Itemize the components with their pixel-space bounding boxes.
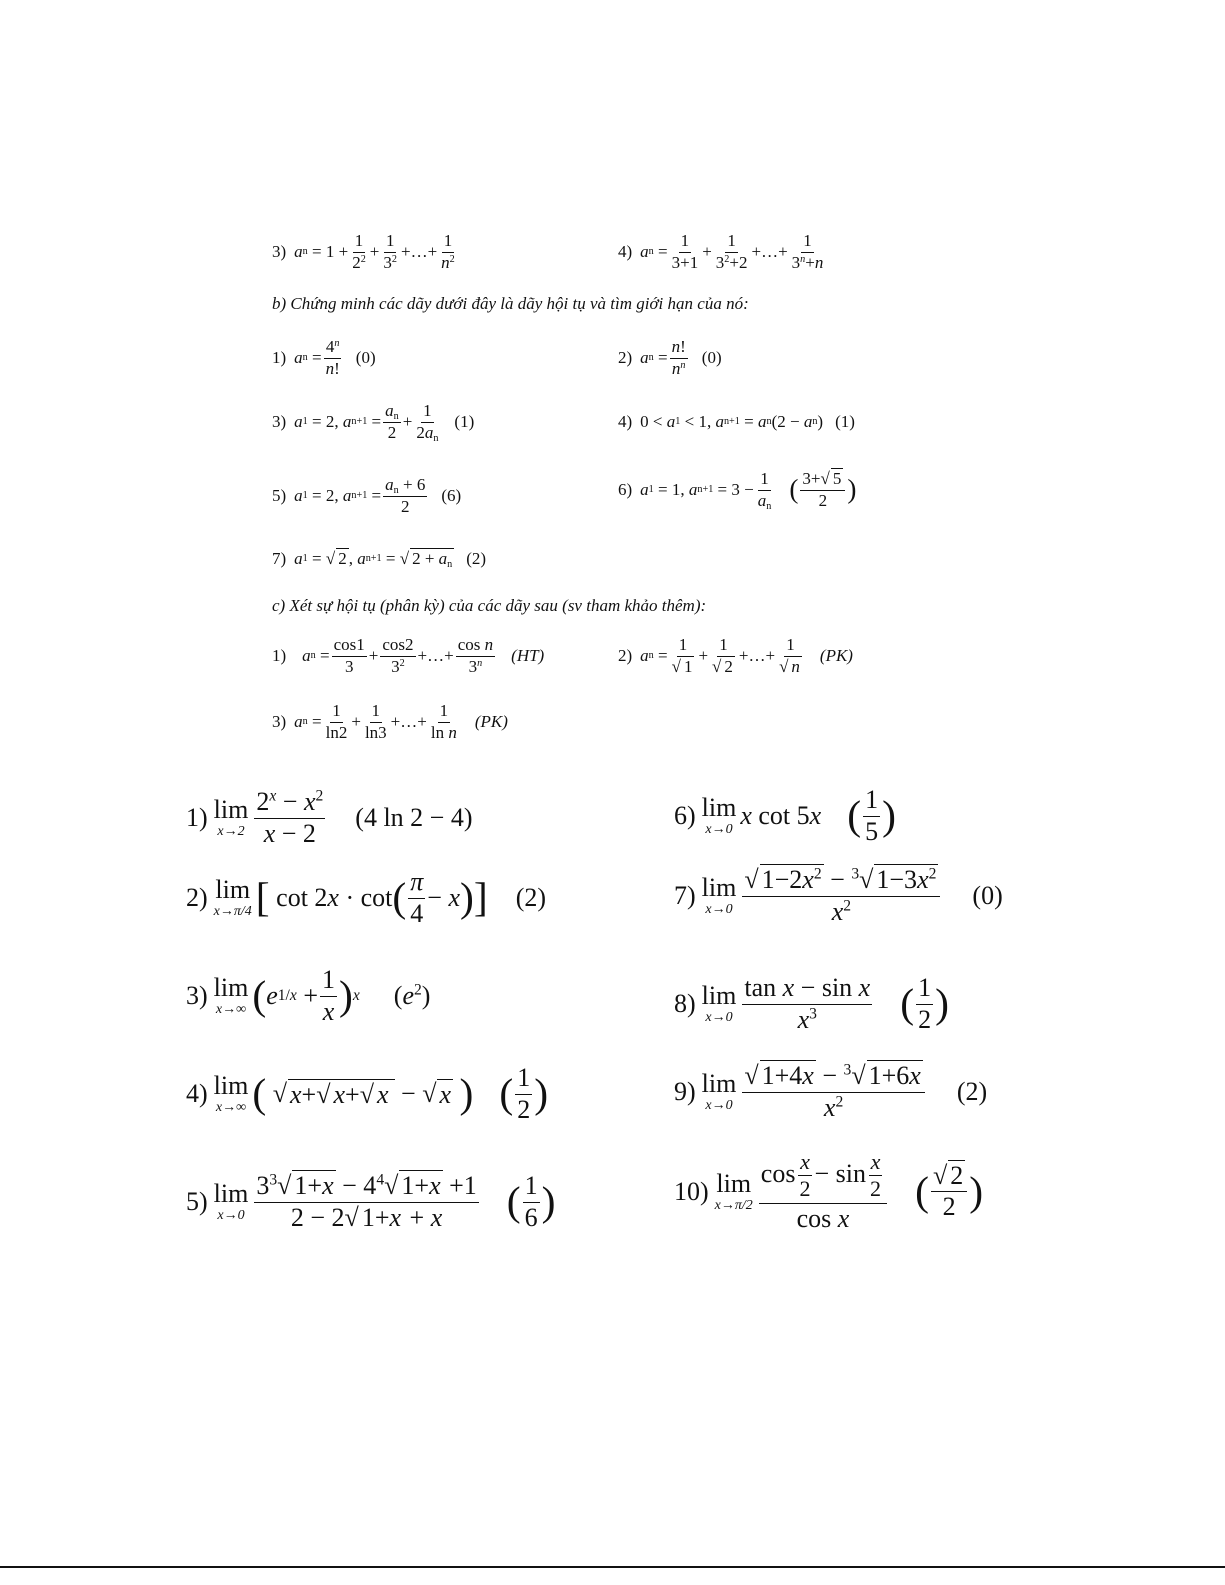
limit-item-9: 9) lim x→0 $\frac{√ 1+4x - ^3√ 1+6x}{x^2}$ (2) xyxy=(674,1061,988,1122)
answer: (2) xyxy=(956,1077,988,1107)
limit-item-3: 3) lim x→∞ ( e 1/x + $\frac{1}{x}$ ) x $(e^2)$ xyxy=(186,965,431,1026)
limit-item-10: 10) lim x→π/2 cos $\frac{x}{2}$ − sin $\frac{x}{2}$ cos x ( $\frac{√ 2}{2}$ ) xyxy=(674,1149,984,1233)
answer: (0) xyxy=(701,348,722,368)
item-label: 10) xyxy=(674,1176,709,1206)
seq-b-item-6: 6) a 1 = 1, a n+1 = 3 − $\frac{1}{a_n}$ ( $\frac{3+√ 5}{2}$ ) xyxy=(618,469,857,512)
answer: (0) xyxy=(972,881,1003,911)
answer: (PK) xyxy=(819,646,853,666)
item-label: 3) xyxy=(272,412,287,432)
item-label: 9) xyxy=(674,1077,696,1107)
answer: (2) xyxy=(515,883,547,913)
answer: (HT) xyxy=(511,646,545,666)
seq-c-item-1: 1) a n = $\frac{\cos 1}{3}$ + $\frac{\cos 2}{3^2}$ +…+ $\frac{\text{cos n}}{3^n}$ (HT) xyxy=(272,635,545,676)
item-label: 3) xyxy=(272,712,287,732)
seq-b-item-3: 3) a 1 = 2, a n+1 = $\frac{a_n}{2}$ + $\frac{1}{2a_n}$ (1) xyxy=(272,401,475,444)
section-c-heading: c) Xét sự hội tụ (phân kỳ) của các dãy sau (sv tham khảo thêm): xyxy=(272,596,707,615)
answer: (PK) xyxy=(474,712,508,732)
answer: (0) xyxy=(355,348,376,368)
answer: (4 ln 2 − 4) xyxy=(355,803,473,833)
item-label: 4) xyxy=(618,412,633,431)
item-label: 6) xyxy=(618,480,633,500)
limit-item-2: 2) lim x→π/4 [ cot 2 x · cot ( $\frac{\pi}{4}$ − x ) ] (2) xyxy=(186,867,547,928)
item-label: 1) xyxy=(272,348,287,368)
item-label: 4) xyxy=(186,1079,208,1109)
seq-c-item-2: 2) a n = $\frac{1}{√ 1}$ + $\frac{1}{√ 2}$ +…+ $\frac{1}{√ n}$ (PK) xyxy=(618,635,853,676)
answer: (1) xyxy=(835,412,855,431)
item-label: 2) xyxy=(618,348,633,368)
item-label: 3) xyxy=(186,981,208,1011)
item-label: 1) xyxy=(186,803,208,833)
answer: (6) xyxy=(441,486,462,506)
seq-b-item-1: 1) a n = $\frac{4^n}{n!}$ (0) xyxy=(272,337,376,378)
seq-a-item-4: 4) a n = $\frac{1}{3+1}$ + $\frac{1}{3^2+2}$ +…+ $\frac{1}{3^n+n}$ xyxy=(618,231,824,272)
item-label: 5) xyxy=(272,486,287,506)
answer: (2) xyxy=(466,548,487,568)
item-label: 2) xyxy=(186,883,208,913)
answer: (1) xyxy=(454,412,475,432)
item-label: 2) xyxy=(618,646,633,666)
section-b-heading: b) Chứng minh các dãy dưới đây là dãy hội tụ và tìm giới hạn của nó: xyxy=(272,294,749,313)
limit-item-8: 8) lim x→0 $\frac{\text{tan x − sin x}}{x^3}$ ( $\frac{1}{2}$ ) xyxy=(674,973,949,1034)
item-label: 8) xyxy=(674,989,696,1019)
page-bottom-rule xyxy=(0,1566,1225,1568)
item-label: 3) xyxy=(272,242,287,262)
seq-b-item-7: 7) a 1 = √ 2 , a n+1 = √ $2 + a_n$ (2) xyxy=(272,548,487,571)
limit-item-5: 5) lim x→0 $\frac{3^3√ 1+x - 4^4√ 1+x +1}{2 - 2√ 1+x + x}$ ( $\frac{1}{6}$ ) xyxy=(186,1171,556,1232)
item-label: 7) xyxy=(272,548,287,568)
seq-b-item-2: 2) a n = $\frac{n!}{n^n}$ (0) xyxy=(618,337,722,378)
item-label: 7) xyxy=(674,881,696,911)
limit-item-1: 1) lim x→2 $\frac{2^x - x^2}{x - 2}$ (4 ln 2 − 4) xyxy=(186,787,473,848)
seq-a-item-3: 3) a n = 1 + $\frac{1}{2^2}$ + $\frac{1}{3^2}$ +…+ $\frac{1}{n^2}$ xyxy=(272,231,455,272)
item-label: 6) xyxy=(674,801,696,831)
item-label: 5) xyxy=(186,1187,208,1217)
limit-item-6: 6) lim x→0 x cot 5 x ( $\frac{1}{5}$ ) xyxy=(674,785,896,846)
seq-c-item-3: 3) a n = $\frac{1}{\ln 2}$ + $\frac{1}{\ln 3}$ +…+ $\frac{1}{\text{ln n}}$ (PK) xyxy=(272,701,508,742)
seq-b-item-5: 5) a 1 = 2, a n+1 = $\frac{a_n + 6}{2}$ (6) xyxy=(272,475,462,516)
item-label: 1) xyxy=(272,646,287,666)
seq-b-item-4: 4) 0 < a 1 < 1, a n+1 = a n (2 − a n ) (1) xyxy=(618,412,855,431)
item-label: 4) xyxy=(618,242,633,262)
limit-item-4: 4) lim x→∞ ( √ x+√ x+√ x − √ x ) ( $\frac{1}{2}$ ) xyxy=(186,1063,549,1124)
limit-item-7: 7) lim x→0 $\frac{√ 1-2x^2 - ^3√ 1-3x^2}{x^2}$ (0) xyxy=(674,865,1003,926)
